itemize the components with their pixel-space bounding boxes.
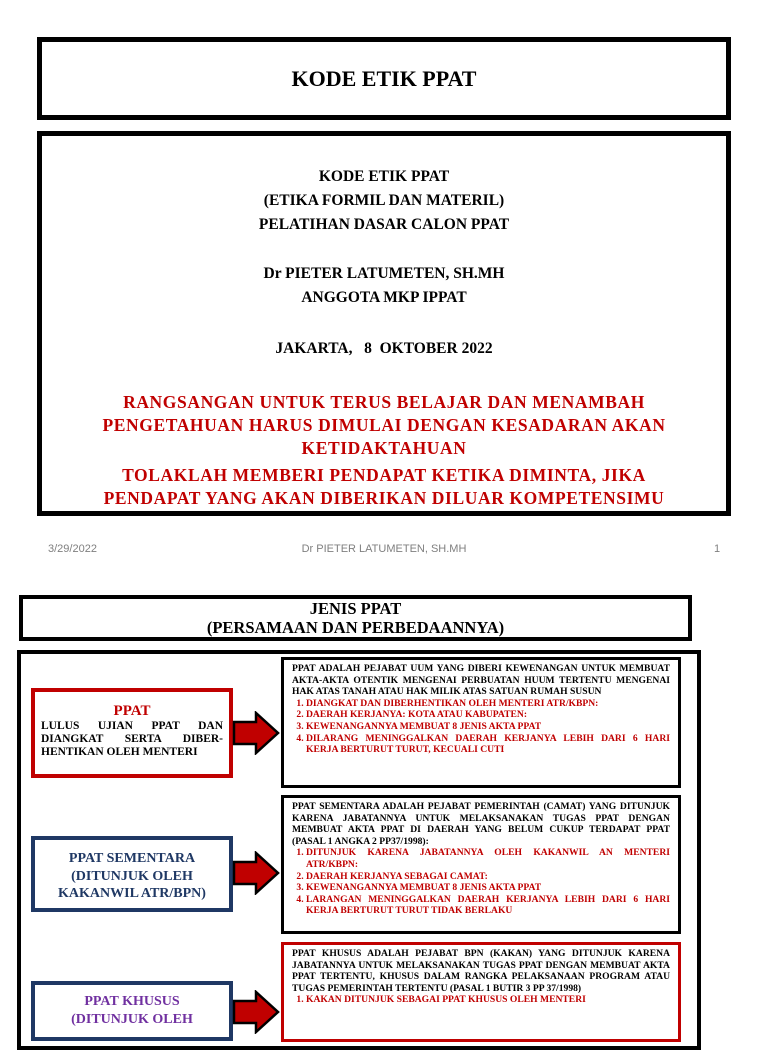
slide2-title-box xyxy=(19,595,692,641)
list-item: 3. KEWENANGANNYA MEMBUAT 8 JENIS AKTA PPAT xyxy=(306,882,670,894)
slide2-subtitle: (PERSAMAAN DAN PERBEDAANNYA) xyxy=(206,618,505,637)
quote-1-line: PENGETAHUAN HARUS DIMULAI DENGAN KESADARAN AKAN xyxy=(102,415,666,435)
slide1-title: KODE ETIK PPAT xyxy=(291,65,477,91)
quote-2-line: TOLAKLAH MEMBERI PENDAPAT KETIKA DIMINTA, JIKA xyxy=(122,465,646,485)
list-item: 2. DAERAH KERJANYA SEBAGAI CAMAT: xyxy=(306,871,670,883)
quote-2-line: PENDAPAT YANG AKAN DIBERIKAN DILUAR KOMPETENSIMU xyxy=(103,488,665,508)
quote-1-line: RANGSANGAN UNTUK TERUS BELAJAR DAN MENAMBAH xyxy=(123,392,645,412)
footer-page-number: 1 xyxy=(714,543,721,555)
ppat-points xyxy=(292,698,670,756)
ppat-sementara-definition: PPAT SEMENTARA ADALAH PEJABAT PEMERINTAH (CAMAT) YANG DITUNJUK KARENA JABATANNYA UNTUK MELAKSANAKAN TUGAS PPAT DENGAN MEMBUAT AKTA PPAT DI DAERAH YANG BELUM CUKUP TERDAPAT PPAT (PASAL 1 ANGKA 2 PP37/1998): xyxy=(292,801,670,847)
arrow-right-icon xyxy=(232,851,280,895)
arrow-right-icon xyxy=(232,990,280,1034)
ppat-definition-box xyxy=(281,657,681,788)
author-role: ANGGOTA MKP IPPAT xyxy=(301,289,467,306)
list-item: 1. DIANGKAT DAN DIBERHENTIKAN OLEH MENTERI ATR/KBPN: xyxy=(306,698,670,710)
ppat-khusus-title: PPAT KHUSUS (DITUNJUK OLEH xyxy=(71,994,193,1027)
ppat-khusus-definition: PPAT KHUSUS ADALAH PEJABAT BPN (KAKAN) YANG DITUNJUK KARENA JABATANNYA UNTUK MELAKSANAKAN TUGAS PPAT DENGAN MEMBUAT AKTA PPAT TERTENTU, KHUSUS DALAM RANGKA PELAKSANAAN PROGRAM ATAU TUGAS PEMERINTAH TERTENTU (PASAL 1 BUTIR 3 PP 37/1998) xyxy=(292,948,670,994)
content-line: KODE ETIK PPAT xyxy=(318,168,450,185)
quote-2 xyxy=(42,464,726,510)
ppat-khusus-definition-box xyxy=(281,942,681,1042)
quote-1 xyxy=(42,391,726,460)
ppat-khusus-box xyxy=(31,981,233,1041)
list-item: 4. DILARANG MENINGGALKAN DAERAH KERJANYA LEBIH DARI 6 HARI KERJA BERTURUT TURUT, KECUALI CUTI xyxy=(306,733,670,756)
arrow-right-icon xyxy=(232,711,280,755)
footer-author: Dr PIETER LATUMETEN, SH.MH xyxy=(301,543,467,555)
footer-date: 3/29/2022 xyxy=(48,543,97,555)
list-item: 3. KEWENANGANNYA MEMBUAT 8 JENIS AKTA PPAT xyxy=(306,721,670,733)
place-date: JAKARTA, 8 OKTOBER 2022 xyxy=(275,340,493,357)
content-line: (ETIKA FORMIL DAN MATERIL) xyxy=(263,192,505,209)
ppat-sementara-title: PPAT SEMENTARA (DITUNJUK OLEH KAKANWIL ATR/BPN) xyxy=(58,851,206,901)
slide1-content-box xyxy=(37,131,731,516)
ppat-box-desc: LULUS UJIAN PPAT DAN DIANGKAT SERTA DIBER-HENTIKAN OLEH MENTERI xyxy=(41,720,223,758)
ppat-sementara-definition-box xyxy=(281,795,681,934)
author-name: Dr PIETER LATUMETEN, SH.MH xyxy=(263,265,505,282)
list-item: 2. DAERAH KERJANYA: KOTA ATAU KABUPATEN: xyxy=(306,709,670,721)
slide2-title: JENIS PPAT xyxy=(309,599,402,618)
ppat-khusus-points xyxy=(292,994,670,1006)
ppat-box-title: PPAT xyxy=(113,703,151,719)
ppat-box xyxy=(31,688,233,778)
ppat-sementara-points xyxy=(292,847,670,917)
list-item: 4. LARANGAN MENINGGALKAN DAERAH KERJANYA LEBIH DARI 6 HARI KERJA BERTURUT TURUT TIDAK BERLAKU xyxy=(306,894,670,917)
list-item: 1. DITUNJUK KARENA JABATANNYA OLEH KAKANWIL AN MENTERI ATR/KBPN: xyxy=(306,847,670,870)
slide1-title-box xyxy=(37,37,731,120)
quote-1-line: KETIDAKTAHUAN xyxy=(301,438,467,458)
list-item: 1. KAKAN DITUNJUK SEBAGAI PPAT KHUSUS OLEH MENTERI xyxy=(306,994,670,1006)
ppat-definition: PPAT ADALAH PEJABAT UUM YANG DIBERI KEWENANGAN UNTUK MEMBUAT AKTA-AKTA OTENTIK MENGENAI PERBUATAN HUUM TERTENTU MENGENAI HAK ATAS TANAH ATAU HAK MILIK ATAS SATUAN RUMAH SUSUN xyxy=(292,663,670,698)
content-line: PELATIHAN DASAR CALON PPAT xyxy=(258,216,510,233)
ppat-sementara-box xyxy=(31,836,233,912)
